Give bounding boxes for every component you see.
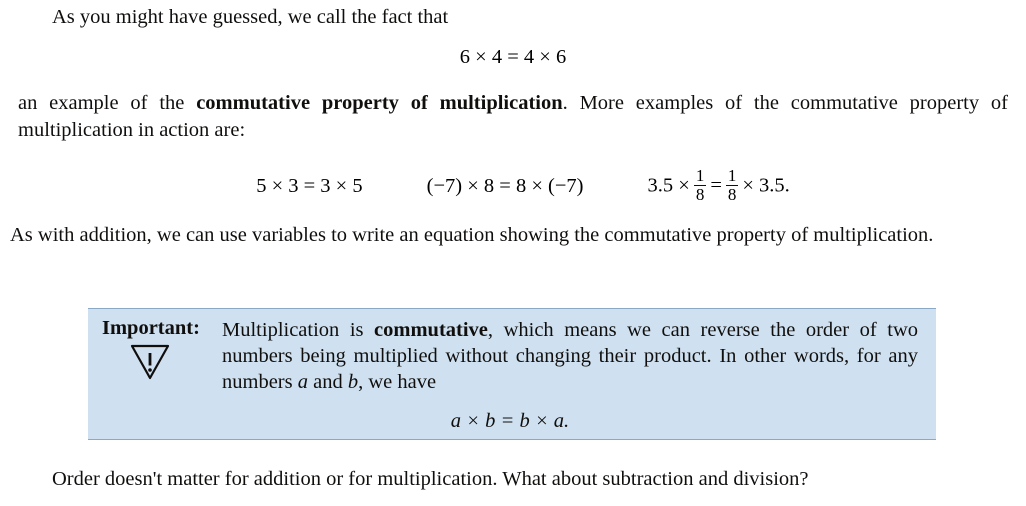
example-3-equals: = — [710, 174, 722, 197]
example-equation-2: (−7) × 8 = 8 × (−7) — [426, 175, 584, 198]
important-label-column — [102, 317, 222, 434]
variable-b: b — [347, 371, 359, 394]
fraction-denominator: 8 — [727, 185, 737, 205]
examples-row — [18, 168, 1008, 206]
important-equation — [222, 408, 918, 434]
important-body-part-4: , we have — [358, 371, 437, 394]
fraction-numerator: 1 — [695, 166, 705, 185]
example-equation-3 — [648, 168, 790, 206]
fraction-numerator: 1 — [727, 166, 737, 185]
fraction-denominator: 8 — [695, 185, 705, 205]
important-body-part-1: Multiplication is — [222, 319, 375, 341]
important-body-part-2: , which means we can reverse the order of two numbers being multiplied without changing their product. In other words, for any numbers — [222, 319, 918, 394]
important-body — [222, 317, 922, 434]
warning-triangle-exclamation-icon — [128, 342, 222, 387]
paragraph-2-text-before: an example of the — [18, 92, 197, 114]
important-body-part-3: and — [307, 371, 348, 394]
important-callout-box — [88, 308, 936, 440]
paragraph-commutative-definition — [18, 90, 1008, 143]
variable-a: a — [297, 371, 308, 394]
example-3-rhs-suffix: × 3.5. — [742, 174, 790, 197]
important-equation-text: a × b = b × a. — [450, 409, 570, 432]
paragraph-2-text-after: . More examples of the commutative property of multiplication in action are: — [18, 92, 1008, 141]
example-equation-1: 5 × 3 = 3 × 5 — [256, 175, 363, 198]
fraction-one-eighth-right — [726, 167, 739, 205]
term-commutative-property: commutative property of multiplication — [196, 92, 563, 114]
paragraph-closing-question: Order doesn't matter for addition or for multiplication. What about subtraction and division? — [52, 468, 809, 490]
example-3-lhs-prefix: 3.5 × — [647, 174, 690, 197]
fraction-one-eighth-left — [694, 167, 707, 205]
paragraph-intro: As you might have guessed, we call the fact that — [52, 6, 449, 28]
paragraph-variables: As with addition, we can use variables to write an equation showing the commutative property of multiplication. — [10, 224, 934, 246]
term-commutative: commutative — [374, 319, 488, 341]
important-label: Important: — [102, 317, 200, 339]
display-equation-1: 6 × 4 = 4 × 6 — [459, 46, 567, 68]
